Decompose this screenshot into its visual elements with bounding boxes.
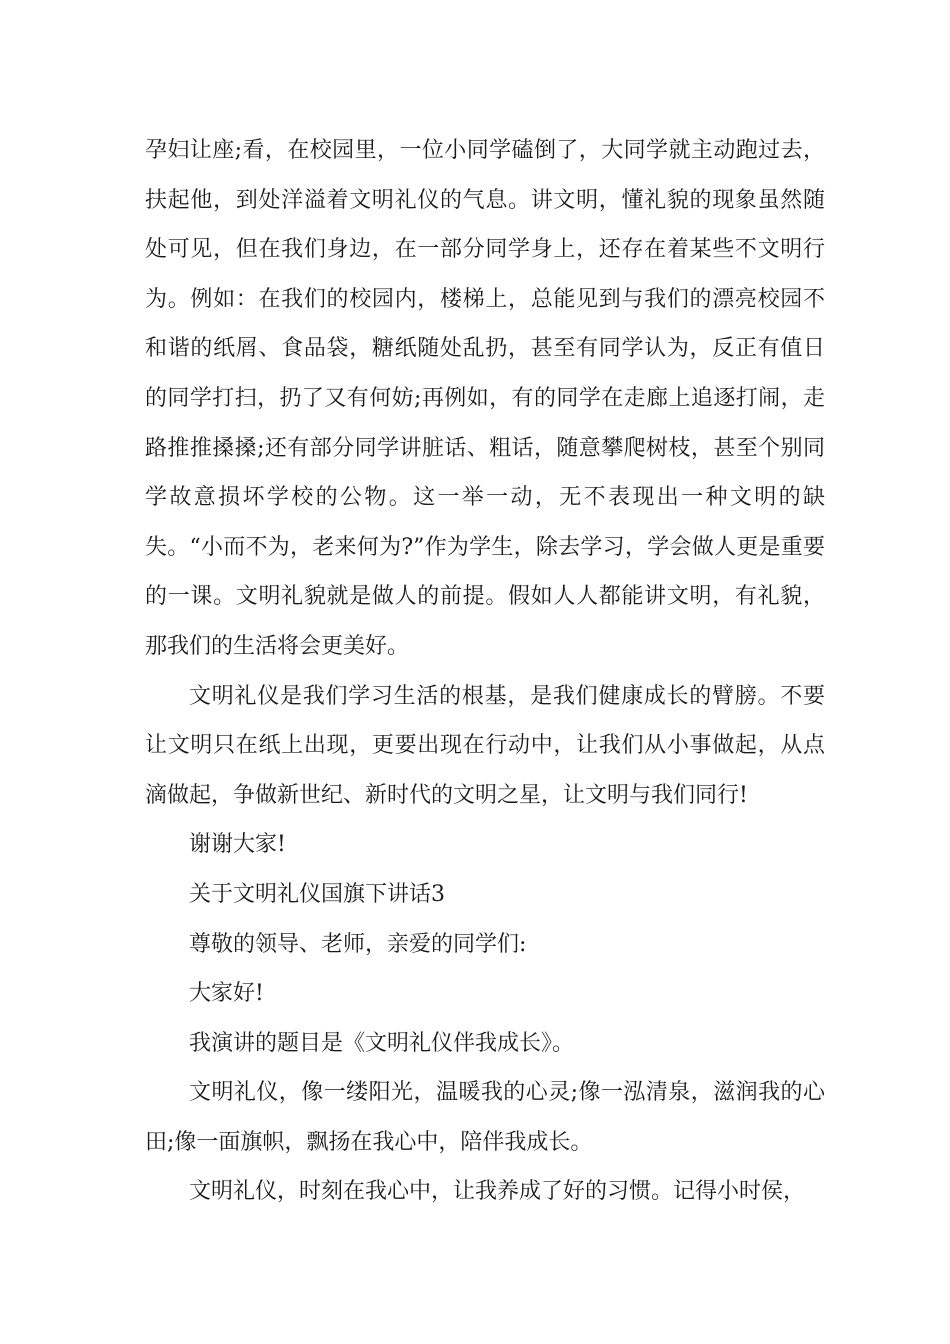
- paragraph-conclusion: 文明礼仪是我们学习生活的根基，是我们健康成长的臂膀。不要让文明只在纸上出现，更要出现在行动中，让我们从小事做起，从点滴做起，争做新世纪、新时代的文明之星，让文明与我们同行!: [145, 683, 825, 808]
- paragraph-habits: 文明礼仪，时刻在我心中，让我养成了好的习惯。记得小时侯，: [189, 1179, 806, 1205]
- document-body: [145, 126, 825, 1217]
- paragraph-thanks: 谢谢大家!: [189, 832, 286, 858]
- paragraph-speech-topic: 我演讲的题目是《文明礼仪伴我成长》。: [189, 1030, 575, 1056]
- paragraph-continued: 孕妇让座;看，在校园里，一位小同学磕倒了，大同学就主动跑过去，扶起他，到处洋溢着文明礼仪的气息。讲文明，懂礼貌的现象虽然随处可见，但在我们身边，在一部分同学身上，还存在着某些不文明行为。例如：在我们的校园内，楼梯上，总能见到与我们的漂亮校园不和谐的纸屑、食品袋，糖纸随处乱扔，甚至有同学认为，反正有值日的同学打扫，扔了又有何妨;再例如，有的同学在走廊上追逐打闹，走路推推搡搡;还有部分同学讲脏话、粗话，随意攀爬树枝，甚至个别同学故意损坏学校的公物。这一举一动，无不表现出一种文明的缺失。“小而不为，老来何为?”作为学生，除去学习，学会做人更是重要的一课。文明礼貌就是做人的前提。假如人人都能讲文明，有礼貌，那我们的生活将会更美好。: [145, 138, 825, 659]
- paragraph-salutation: 尊敬的领导、老师，亲爱的同学们:: [189, 931, 527, 957]
- paragraph-metaphor: 文明礼仪，像一缕阳光，温暖我的心灵;像一泓清泉，滋润我的心田;像一面旗帜，飘扬在我心中，陪伴我成长。: [145, 1080, 825, 1155]
- section-heading: 关于文明礼仪国旗下讲话3: [189, 881, 445, 907]
- paragraph-greeting: 大家好!: [189, 981, 264, 1007]
